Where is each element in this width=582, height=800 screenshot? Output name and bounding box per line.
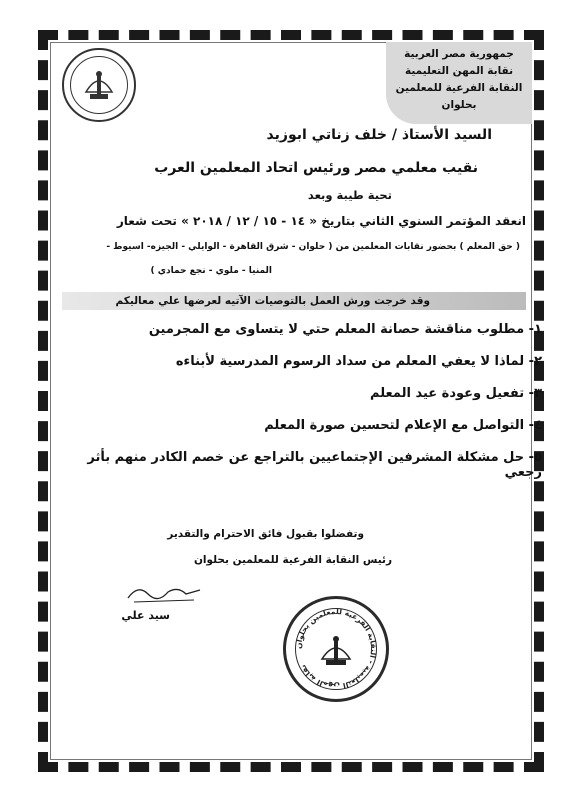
recommendation-item: ٥- حل مشكلة المشرفين الإجتماعيين بالتراجع عن خصم الكادر منهم بأثر رجعي	[87, 450, 542, 480]
attendance-line-2: المنيا - ملوي - نجع حمادي )	[150, 266, 272, 276]
recommendation-item: ٤- التواصل مع الإعلام لتحسين صورة المعلم	[264, 418, 542, 433]
syndicate-emblem-icon	[62, 48, 136, 122]
signatory-title: رئيس النقابة الفرعية للمعلمين بحلوان	[193, 554, 392, 566]
signature-scribble	[124, 580, 204, 606]
letterhead-line-4: بحلوان	[441, 99, 477, 111]
recommendation-item: ٣- تفعيل وعودة عيد المعلم	[370, 386, 542, 401]
letterhead-line-3: النقابة الفرعية للمعلمين	[395, 82, 523, 94]
greeting: تحية طيبة وبعد	[307, 188, 392, 202]
closing-line: وتفضلوا بقبول فائق الاحترام والتقدير	[167, 528, 364, 540]
letterhead	[386, 42, 532, 124]
letterhead-line-1: جمهورية مصر العربية	[404, 48, 514, 60]
svg-text:نقابة المهن التعليمية - النقاب: نقابة المهن التعليمية - النقابة الفرعية للمعلمين بحلوان	[293, 606, 379, 692]
signatory-name: سيد علي	[121, 609, 170, 622]
attendance-line-1: ( حق المعلم ) بحضور نقابات المعلمين من ( حلوان - شرق القاهرة - الوايلي - الجيزه- اسيوط -	[106, 242, 520, 252]
recommendation-item: ٢- لماذا لا يعفي المعلم من سداد الرسوم المدرسية لأبناءه	[175, 354, 542, 369]
conference-line: انعقد المؤتمر السنوي الثاني بتاريخ « ١٤ - ١٥ / ١٢ / ٢٠١٨ » تحت شعار	[116, 214, 526, 228]
addressee: السيد الأستاذ / خلف زناتي ابوزيد	[266, 127, 492, 143]
addressee-title: نقيب معلمي مصر ورئيس اتحاد المعلمين العرب	[154, 160, 478, 176]
letterhead-line-2: نقابة المهن التعليمية	[404, 65, 514, 77]
syndicate-seal-icon	[283, 596, 389, 702]
recommendation-item: ١- مطلوب مناقشة حصانة المعلم حتي لا يتساوى مع المجرمين	[148, 322, 542, 337]
recommendations-intro: وقد خرجت ورش العمل بالتوصيات الآتيه لعرضها علي معاليكم	[62, 292, 526, 310]
